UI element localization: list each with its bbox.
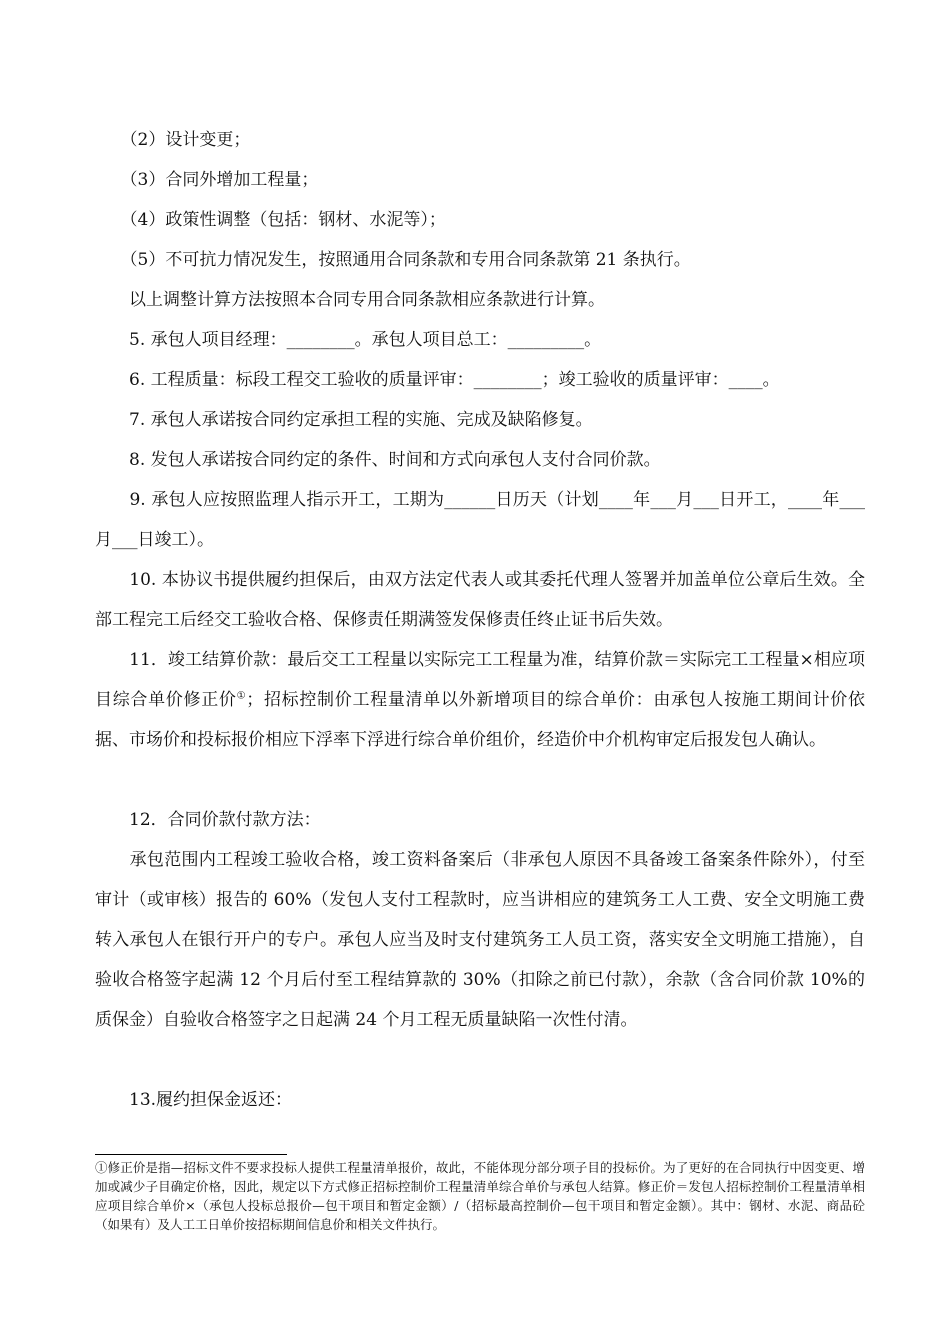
- clause-11-text-b: ；招标控制价工程量清单以外新增项目的综合单价：由承包人按施工期间计价依据、市场价和投标报价相应下浮率下浮进行综合单价组价，经造价中介机构审定后报发包人确认。: [95, 690, 866, 750]
- clause-5-project-manager: 5. 承包人项目经理：________。承包人项目总工：_________。: [95, 330, 602, 350]
- clause-force-majeure: （5）不可抗力情况发生，按照通用合同条款和专用合同条款第 21 条执行。: [95, 250, 691, 270]
- clause-11-settlement: [95, 640, 865, 760]
- clause-7-contractor-commitment: 7. 承包人承诺按合同约定承担工程的实施、完成及缺陷修复。: [95, 410, 593, 430]
- adjustment-method-note: 以上调整计算方法按照本合同专用合同条款相应条款进行计算。: [95, 290, 605, 310]
- clause-9-duration: 9. 承包人应按照监理人指示开工，工期为______日历天（计划____年___月___日开工，____年___月___日竣工）。: [95, 490, 865, 550]
- clause-design-change: （2）设计变更；: [95, 130, 251, 150]
- clause-6-quality: 6. 工程质量：标段工程交工验收的质量评审：________；竣工验收的质量评审：____。: [95, 370, 780, 390]
- footnote-text: ①修正价是指—招标文件不要求投标人提供工程量清单报价，故此，不能体现分部分项子目的投标价。为了更好的在合同执行中因变更、增加或减少子目确定价格，因此，规定以下方式修正招标控制价工程量清单综合单价与承包人结算。修正价＝发包人招标控制价工程量清单相应项目综合单价×（承包人投标总报价—包干项目和暂定金额）/（招标最高控制价—包干项目和暂定金额）。其中：钢材、水泥、商品砼（如果有）及人工工日单价按招标期间信息价和相关文件执行。: [95, 1160, 865, 1232]
- clause-added-quantity: （3）合同外增加工程量；: [95, 170, 319, 190]
- clause-10-effectiveness: 10. 本协议书提供履约担保后，由双方法定代表人或其委托代理人签署并加盖单位公章后生效。全部工程完工后经交工验收合格、保修责任期满签发保修责任终止证书后失效。: [95, 570, 865, 630]
- clause-8-employer-commitment: 8. 发包人承诺按合同约定的条件、时间和方式向承包人支付合同价款。: [95, 450, 661, 470]
- clause-11-text-a: 11．竣工结算价款：最后交工工程量以实际完工工程量为准，结算价款＝实际完工工程量×相应项目综合单价修正价: [95, 650, 865, 710]
- footnote-separator: [95, 1154, 287, 1155]
- clause-12-payment-body: 承包范围内工程竣工验收合格，竣工资料备案后（非承包人原因不具备竣工备案条件除外），付至审计（或审核）报告的 60%（发包人支付工程款时，应当讲相应的建筑务工人工费、安全文明施工费转入承包人在银行开户的专户。承包人应当及时支付建筑务工人员工资，落实安全文明施工措施），自验收合格签字起满 12 个月后付至工程结算款的 30%（扣除之前已付款），余款（含合同价款 10%的质保金）自验收合格签字之日起满 24 个月工程无质量缺陷一次性付清。: [95, 850, 865, 1030]
- clause-13-bond-return: 13.履约担保金返还：: [95, 1090, 293, 1110]
- clause-policy-adjustment: （4）政策性调整（包括：钢材、水泥等）；: [95, 210, 446, 230]
- clause-12-payment-title: 12．合同价款付款方法：: [95, 810, 321, 830]
- footnote-ref: ①: [236, 690, 247, 702]
